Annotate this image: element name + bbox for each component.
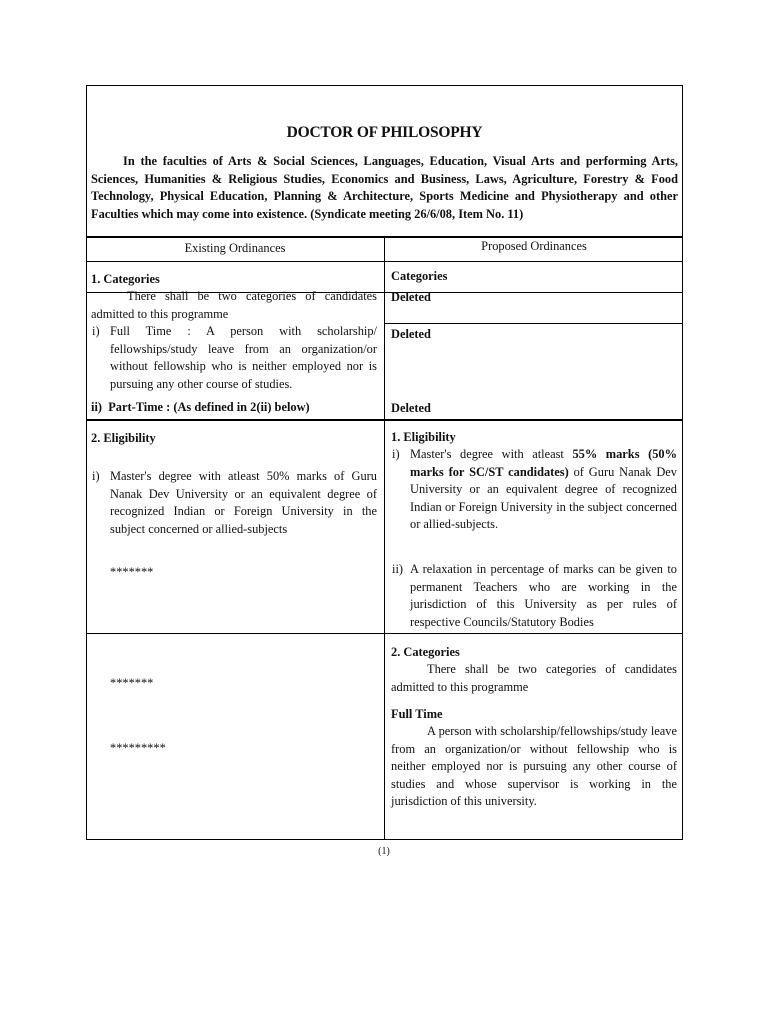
- fulltime-heading: Full Time: [391, 707, 443, 721]
- left-fulltime-item: i) Full Time : A person with scholarship/ fellowships/study leave from an organization/or without fellowship who is neither employed nor is pursuing any other course of studies.: [92, 324, 377, 391]
- right-eligibility-item-1: i) Master's degree with atleast 55% marks (50% marks for SC/ST candidates) of Guru Nanak Dev University or an equivalent degree of recognized Indian or Foreign University in the subject concerned or allied-subjects.: [392, 447, 677, 532]
- right-categories2-heading: 2. Categories: [391, 645, 460, 659]
- left-eligibility-item: i) Master's degree with atleast 50% marks of Guru Nanak Dev University or an equivalent degree of recognized Indian or Foreign University in the subject concerned or allied-subjects: [92, 469, 377, 536]
- column-divider: [384, 236, 385, 840]
- right-categories2-text: There shall be two categories of candidates admitted to this programme: [391, 662, 677, 694]
- left-categories-text: There shall be two categories of candidates admitted to this programme: [91, 289, 377, 321]
- deleted-label: Deleted: [391, 401, 431, 415]
- left-eligibility-heading: 2. Eligibility: [91, 431, 156, 445]
- left-categories-heading: 1. Categories: [91, 272, 160, 286]
- header-proposed: Proposed Ordinances: [481, 239, 587, 253]
- omission-stars: *******: [110, 676, 154, 690]
- intro-paragraph: In the faculties of Arts & Social Sciences, Languages, Education, Visual Arts and performing Arts, Sciences, Humanities & Religious Studies, Economics and Business, Laws, Agriculture, Forestry & Food Technology, Physical Education, Planning & Architecture, Sports Medicine and Physiotherapy and other Faculties which may come into existence. (Syndicate meeting 26/6/08, Item No. 11): [91, 154, 678, 221]
- page-title: DOCTOR OF PHILOSOPHY: [286, 124, 483, 141]
- deleted-label: Deleted: [391, 327, 431, 341]
- omission-stars: *********: [110, 741, 166, 755]
- right-categories-heading: Categories: [391, 269, 448, 283]
- omission-stars: *******: [110, 565, 154, 579]
- page-number: (1): [378, 846, 390, 857]
- right-eligibility-heading: 1. Eligibility: [391, 430, 456, 444]
- header-existing: Existing Ordinances: [184, 241, 286, 255]
- deleted-label: Deleted: [391, 290, 431, 304]
- right-eligibility-item-2: ii) A relaxation in percentage of marks can be given to permanent Teachers who are working in the jurisdiction of this University as per rules of respective Councils/Statutory Bodies: [392, 562, 677, 629]
- row-divider: [384, 323, 683, 324]
- fulltime-text: A person with scholarship/fellowships/study leave from an organization/or without fellowship who is neither employed nor is pursuing any other course of studies and whose supervisor is working in the jurisdiction of this university.: [391, 724, 677, 809]
- left-parttime-item: ii) Part-Time : (As defined in 2(ii) below): [91, 400, 310, 414]
